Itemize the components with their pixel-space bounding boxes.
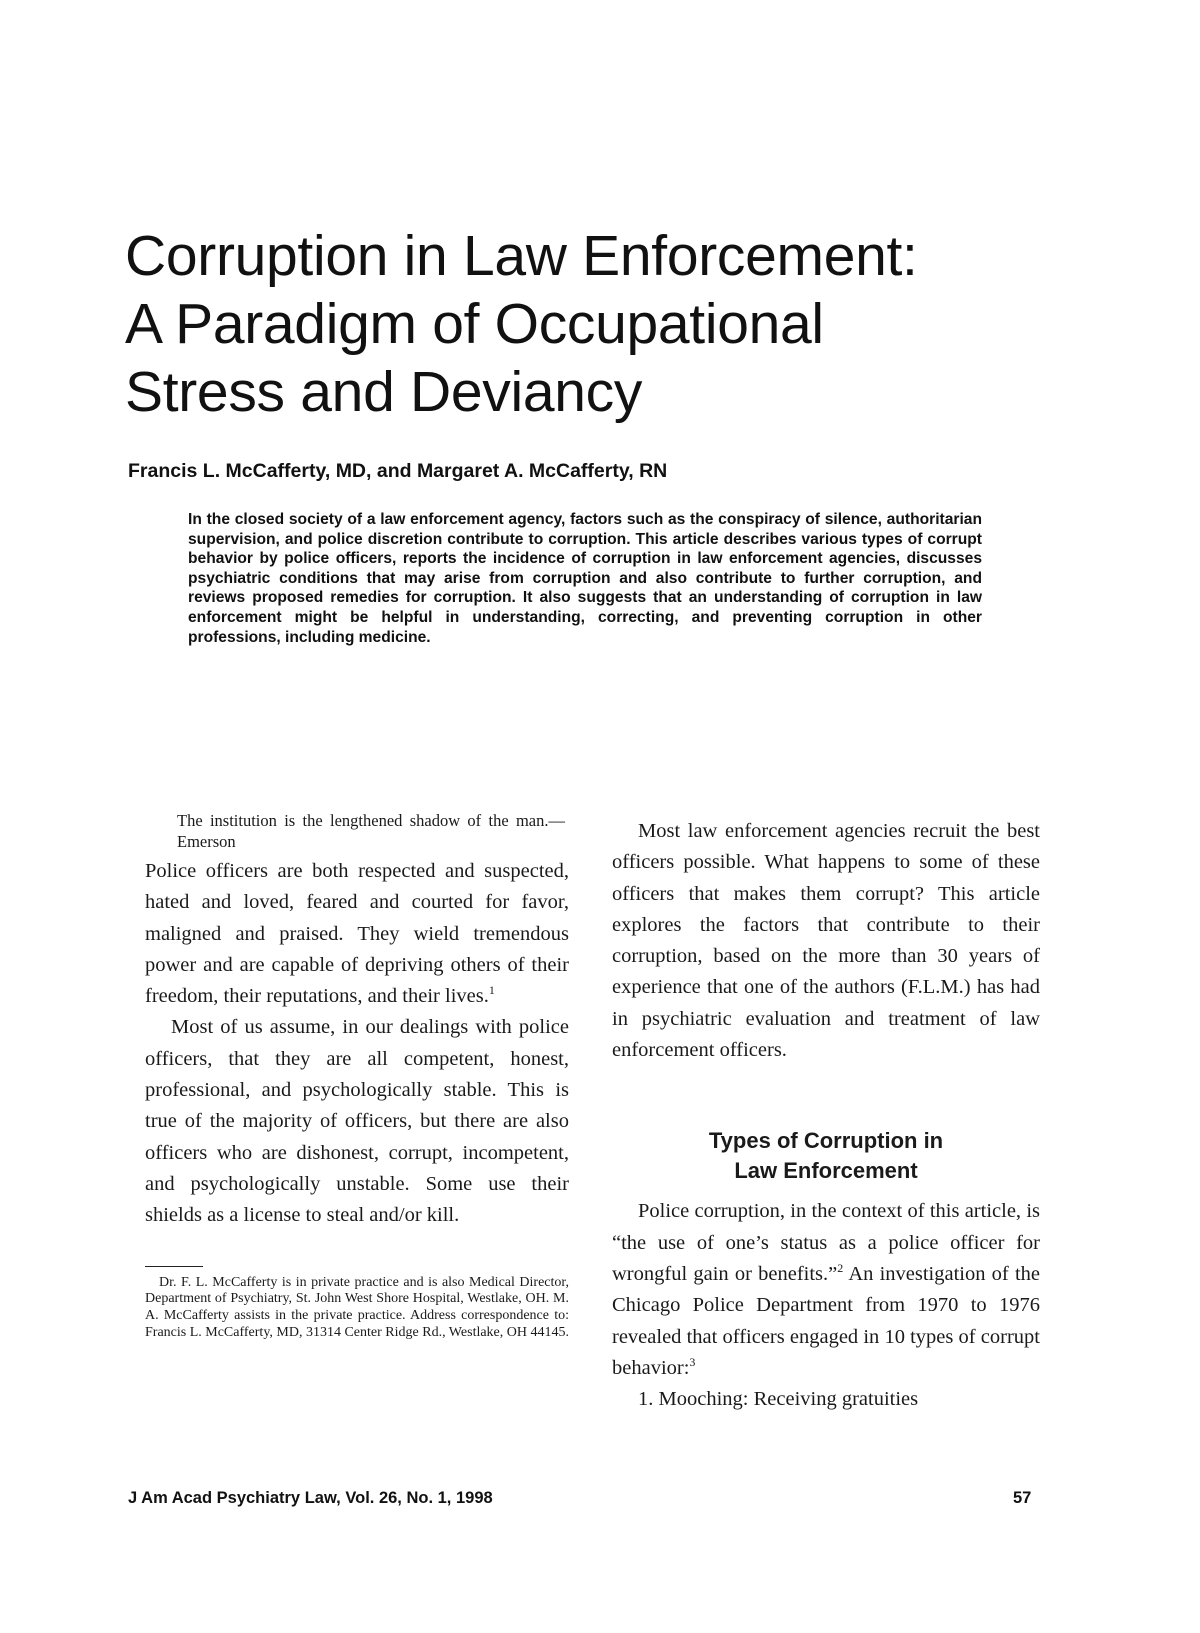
body-paragraph: Most law enforcement agencies recruit the best officers possible. What happens to some of these officers that makes them corrupt? This article explores the factors that contribute to their corruption, based on the more than 30 years of experience that one of the authors (F.L.M.) has had in psychiatric evaluation and treatment of law enforcement officers. [612, 820, 1040, 1062]
body-paragraph: Most of us assume, in our dealings with police officers, that they are all competent, honest, professional, and psychologically stable. This is true of the majority of officers, but there are also officers who are dishonest, corrupt, incompetent, and psychologically unstable. Some use their shields as a license to steal and/or kill. [145, 1016, 569, 1227]
left-column [145, 810, 569, 1342]
paragraph-text: Police corruption, in the context of this article, is “the use of one’s status as a police officer for wrongful gain or benefits.” [612, 1200, 1040, 1285]
list-item: 1. Mooching: Receiving gratuities [638, 1388, 919, 1411]
abstract: In the closed society of a law enforcement agency, factors such as the conspiracy of silence, authoritarian supervision, and police discretion contribute to corruption. This article describes various types of corrupt behavior by police officers, reports the incidence of corruption in law enforcement agencies, discusses psychiatric conditions that may arise from corruption and also contribute to further corruption, and reviews proposed remedies for corruption. It also suggests that an understanding of corruption in law enforcement might be helpful in understanding, correcting, and preventing corruption in other professions, including medicine. [188, 511, 982, 646]
right-column [612, 816, 1040, 1415]
body-paragraph [612, 1196, 1040, 1384]
title-line: A Paradigm of Occupational [125, 292, 824, 356]
page-number: 57 [1013, 1489, 1032, 1507]
section-heading [612, 1126, 1040, 1186]
reference-marker: 3 [689, 1355, 696, 1370]
reference-marker: 2 [837, 1261, 844, 1276]
reference-marker: 1 [488, 983, 495, 998]
paragraph-text: Police officers are both respected and suspected, hated and loved, feared and courted for favor, maligned and praised. They wield tremendous power and are capable of depriving others of their freedom, their reputations, and their lives. [145, 860, 569, 1008]
author-line: Francis L. McCafferty, MD, and Margaret A. McCafferty, RN [128, 460, 668, 482]
epigraph: The institution is the lengthened shadow of the man.—Emerson [177, 811, 565, 851]
title-line: Corruption in Law Enforcement: [125, 224, 918, 288]
section-heading-line: Law Enforcement [734, 1158, 918, 1184]
section-heading-line: Types of Corruption in [708, 1128, 944, 1154]
article-title [125, 222, 1125, 426]
journal-citation: J Am Acad Psychiatry Law, Vol. 26, No. 1, 1998 [128, 1489, 493, 1507]
footnote-divider [145, 1266, 203, 1267]
body-paragraph [145, 856, 569, 1012]
title-line: Stress and Deviancy [125, 360, 643, 424]
author-footnote: Dr. F. L. McCafferty is in private practice and is also Medical Director, Department of Psychiatry, St. John West Shore Hospital, Westlake, OH. M. A. McCafferty assists in the private practice. Address correspondence to: Francis L. McCafferty, MD, 31314 Center Ridge Rd., Westlake, OH 44145. [145, 1274, 569, 1340]
paragraph-text: An investigation of the Chicago Police Department from 1970 to 1976 revealed that officers engaged in 10 types of corrupt behavior: [612, 1262, 1040, 1379]
